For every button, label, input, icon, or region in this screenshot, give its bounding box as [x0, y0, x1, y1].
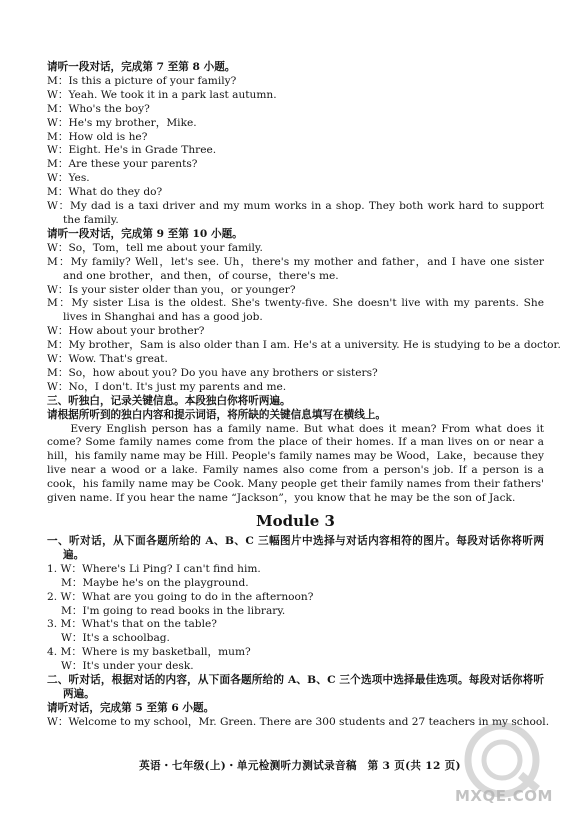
question-item-reply: M：Maybe he's on the playground.	[61, 576, 249, 589]
dialogue-line: M：How old is he?	[47, 130, 148, 143]
part3-heading: 三、听独白，记录关键信息。本段独白你将听两遍。	[47, 394, 291, 407]
question-item-line: 1. W：Where's Li Ping? I can't find him.	[47, 562, 261, 575]
dialogue-line: W：Wow. That's great.	[47, 353, 168, 366]
monologue-paragraph: Every English person has a family name. But what does it mean? From what does it come? Some family names come from the place of their homes. If a man lives on or near a hill，his family name may be Hill. People's family names may be Wood，Lake，because they live near a wood or a lake. Family names also come from a person's job. If a person is a cook，his family name may be Cook. Many people get their family names from their fathers' given name. If you hear the name “Jackson”，you know that he may be the son of Jack.	[47, 422, 544, 505]
question-item-line: 4. M：Where is my basketball，mum?	[47, 646, 251, 659]
question-item-reply: W：It's under your desk.	[61, 660, 194, 673]
dialogue-1	[47, 75, 544, 228]
dialogue-line: M：So，how about you? Do you have any brothers or sisters?	[47, 366, 378, 379]
module-part2-heading: 二、听对话，根据对话的内容，从下面各题所给的 A、B、C 三个选项中选择最佳选项。每段对话你将听两遍。	[47, 674, 544, 700]
dialogue-line: W：Welcome to my school，Mr. Green. There are 300 students and 27 teachers in my school.	[47, 715, 550, 728]
dialogue-line: W：My dad is a taxi driver and my mum works in a shop. They both work hard to support the family.	[47, 200, 544, 226]
question-item-line: 3. M：What's that on the table?	[47, 618, 217, 631]
question-item-reply: M：I'm going to read books in the library.	[61, 604, 286, 617]
dialogue-line: M：What do they do?	[47, 186, 163, 199]
module-title: Module 3	[256, 512, 335, 530]
instruction-9-10: 请听一段对话，完成第 9 至第 10 小题。	[47, 227, 243, 240]
dialogue-line: M：My sister Lisa is the oldest. She's twenty-five. She doesn't live with my parents. She lives in Shanghai and has a good job.	[47, 297, 544, 324]
dialogue-line: M：Who's the boy?	[47, 102, 150, 115]
dialogue-line: W：No，I don't. It's just my parents and me.	[47, 380, 287, 393]
dialogue-line: M：My brother，Sam is also older than I am. He's at a university. He is studying to be a doctor.	[47, 339, 561, 352]
dialogue-line: M：Are these your parents?	[47, 158, 198, 171]
dialogue-line: W：How about your brother?	[47, 325, 205, 338]
dialogue-line: M：Is this a picture of your family?	[47, 74, 237, 87]
watermark-text: MXQE.COM	[455, 787, 553, 805]
page-footer: 英语・七年级(上)・单元检测听力测试录音稿 第 3 页(共 12 页)	[139, 760, 461, 772]
dialogue-line: M：My family? Well，let's see. Uh，there's my mother and father，and I have one sister and one brother，and then，of course，there's me.	[47, 255, 544, 282]
dialogue-line: W：Yeah. We took it in a park last autumn.	[47, 88, 277, 101]
document-page	[47, 61, 561, 730]
dialogue-line: W：Eight. He's in Grade Three.	[47, 144, 217, 157]
dialogue-2	[47, 241, 561, 395]
question-item-reply: W：It's a schoolbag.	[61, 632, 170, 645]
dialogue-line: W：Yes.	[47, 172, 90, 185]
question-list	[47, 563, 544, 674]
question-item-line: 2. W：What are you going to do in the afternoon?	[47, 590, 314, 603]
dialogue-line: W：So，Tom，tell me about your family.	[47, 241, 263, 254]
dialogue-line: W：Is your sister older than you，or younger?	[47, 283, 296, 296]
part3-instruction: 请根据所听到的独白内容和提示词语，将所缺的关键信息填写在横线上。	[47, 408, 386, 421]
dialogue-line: W：He's my brother，Mike.	[47, 116, 197, 129]
instruction-7-8: 请听一段对话，完成第 7 至第 8 小题。	[47, 61, 236, 73]
instruction-5-6: 请听对话，完成第 5 至第 6 小题。	[47, 701, 215, 714]
module-part1-heading: 一、听对话，从下面各题所给的 A、B、C 三幅图片中选择与对话内容相符的图片。每段对话你将听两遍。	[47, 535, 544, 561]
